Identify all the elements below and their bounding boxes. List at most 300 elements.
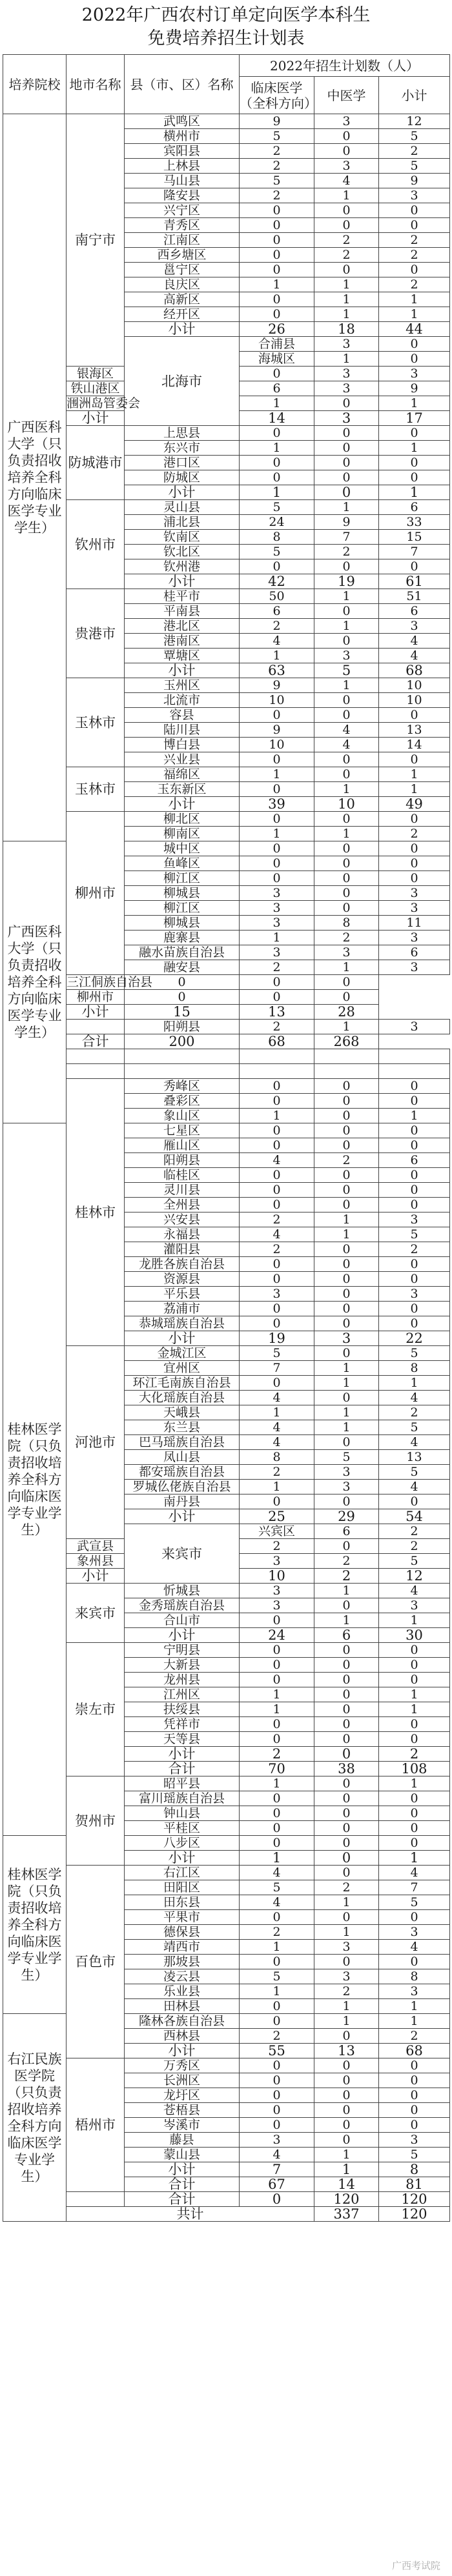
clinical-count-cell: 10 [240,1569,314,1584]
clinical-count-cell: 0 [240,708,314,723]
clinical-count-cell: 0 [125,975,240,990]
clinical-count-cell: 5 [240,129,314,144]
subtotal-count-cell: 0 [379,1821,450,1836]
subtotal-count-cell: 0 [379,1673,450,1687]
tcm-count-cell: 0 [314,812,379,827]
county-cell: 巴马瑶族自治县 [125,1435,240,1450]
county-cell: 小计 [125,1628,240,1643]
clinical-count-cell: 0 [240,856,314,871]
tcm-count-cell: 3 [314,1969,379,1984]
clinical-count-cell: 9 [240,723,314,738]
subtotal-count-cell: 0 [379,456,450,470]
clinical-count-cell: 0 [240,1732,314,1747]
city-name-cell: 柳州市 [67,812,125,975]
city-name-cell: 来宾市 [67,1584,125,1643]
subtotal-count-cell: 0 [379,1272,450,1287]
county-cell: 藤县 [125,2133,240,2148]
subtotal-count-cell: 1 [379,782,450,797]
clinical-count-cell: 0 [240,841,314,856]
clinical-count-cell: 0 [240,1376,314,1391]
city-name-cell: 玉林市 [67,767,125,812]
tcm-count-cell: 2 [314,1984,379,1999]
county-cell: 天峨县 [125,1405,240,1420]
subtotal-count-cell: 0 [379,812,450,827]
tcm-count-cell: 0 [314,1123,379,1138]
clinical-count-cell: 0 [240,203,314,218]
clinical-count-cell: 4 [240,634,314,649]
tcm-count-cell: 0 [314,1242,379,1257]
subtotal-count-cell: 2 [379,144,450,159]
tcm-count-cell: 0 [314,2133,379,2148]
clinical-count-cell: 0 [240,248,314,263]
county-cell: 全州县 [125,1198,240,1213]
subtotal-count-cell: 4 [379,649,450,663]
city-name-cell [67,1020,125,1034]
tcm-count-cell: 0 [379,337,450,352]
county-cell: 小计 [125,663,240,678]
clinical-count-cell: 2 [240,1465,314,1480]
subtotal-count-cell: 28 [314,1005,379,1020]
subtotal-count-cell: 0 [379,2058,450,2073]
clinical-count-cell: 7 [240,2162,314,2177]
subtotal-count-cell: 5 [379,1227,450,1242]
tcm-count-cell: 0 [314,456,379,470]
county-cell: 港北区 [125,619,240,634]
county-cell: 江州区 [125,1687,240,1702]
tcm-count-cell: 0 [314,1316,379,1331]
document-title [0,0,452,50]
clinical-count-cell: 0 [240,812,314,827]
clinical-count-cell: 0 [240,1821,314,1836]
subtotal-count-cell: 0 [379,708,450,723]
county-cell [125,1064,240,1079]
county-cell: 东兴市 [125,441,240,456]
county-cell: 大新县 [125,1658,240,1673]
clinical-count-cell: 1 [240,396,314,411]
subtotal-count-cell: 15 [379,530,450,545]
county-cell: 荔浦市 [125,1302,240,1316]
county-cell: 南丹县 [125,1494,240,1509]
city-name-cell: 南宁市 [67,114,125,367]
tcm-count-cell: 0 [314,470,379,485]
clinical-count-cell: 0 [240,456,314,470]
table-row [3,1776,450,1791]
county-cell: 永福县 [125,1227,240,1242]
tcm-count-cell: 1 [314,2162,379,2177]
county-cell: 博白县 [125,738,240,752]
clinical-count-cell: 15 [125,1005,240,1020]
clinical-count-cell: 0 [240,263,314,277]
clinical-count-cell: 3 [240,886,314,901]
county-cell: 港口区 [125,456,240,470]
school-name-cell: 右江民族医学院（只负责招收培养全科方向临床医学专业学生） [3,2014,67,2222]
subtotal-count-cell: 0 [379,470,450,485]
clinical-count-cell: 0 [240,1257,314,1272]
tcm-count-cell: 14 [314,2177,379,2192]
table-row [3,1049,450,1064]
school-name-cell: 桂林医学院（只负责招收培养全科方向临床医学专业学生） [3,1123,67,1836]
clinical-count-cell: 6 [240,381,314,396]
county-cell: 武宣县 [67,1539,125,1554]
subtotal-count-cell: 1 [379,1613,450,1628]
tcm-count-cell: 13 [240,1005,314,1020]
clinical-count-cell: 1 [240,485,314,500]
subtotal-count-cell: 0 [379,856,450,871]
subtotal-count-cell: 0 [379,1198,450,1213]
tcm-count-cell: 1 [314,1361,379,1376]
clinical-count-cell: 3 [240,901,314,916]
tcm-count-cell: 1 [314,1999,379,2014]
grand-total-label: 共计 [67,2207,314,2222]
tcm-count-cell: 0 [314,871,379,886]
tcm-count-cell: 2 [314,1569,379,1584]
clinical-count-cell: 1 [240,1687,314,1702]
subtotal-count-cell: 6 [379,604,450,619]
tcm-count-cell: 1 [314,188,379,203]
county-cell: 城中区 [125,841,240,856]
county-cell: 防城区 [125,470,240,485]
clinical-count-cell: 3 [240,1554,314,1569]
county-cell: 象山区 [125,1109,240,1123]
county-cell [125,1049,240,1064]
city-name-cell: 钦州市 [67,500,125,589]
tcm-count-cell: 0 [314,426,379,441]
county-cell: 良庆区 [125,277,240,292]
city-name-cell: 贵港市 [67,589,125,678]
table-row [3,114,450,129]
clinical-count-cell: 0 [240,1955,314,1969]
county-cell: 柳城县 [125,916,240,931]
tcm-count-cell: 0 [314,1346,379,1361]
clinical-count-cell: 0 [240,2103,314,2118]
subtotal-count-cell: 1 [379,292,450,307]
subtotal-count-cell: 0 [379,2088,450,2103]
tcm-count-cell: 3 [314,411,379,426]
tcm-count-cell: 2 [314,1153,379,1168]
tcm-count-cell: 0 [314,1539,379,1554]
clinical-count-cell: 0 [240,2014,314,2029]
county-cell: 柳城县 [125,886,240,901]
county-cell: 蒙山县 [125,2148,240,2162]
county-cell: 都安瑶族自治县 [125,1465,240,1480]
county-cell: 扶绥县 [125,1702,240,1717]
subtotal-count-cell: 0 [379,559,450,574]
subtotal-count-cell: 68 [379,2044,450,2058]
tcm-count-cell: 0 [314,1673,379,1687]
clinical-count-cell: 5 [240,1880,314,1895]
tcm-count-cell: 0 [314,1168,379,1183]
county-cell: 钦北区 [125,545,240,559]
county-cell: 武鸣区 [125,114,240,129]
subtotal-count-cell: 0 [379,1302,450,1316]
clinical-count-cell: 70 [240,1762,314,1776]
tcm-count-cell: 4 [314,723,379,738]
table-row [3,1005,450,1020]
clinical-count-cell: 1 [240,277,314,292]
county-cell: 合计 [67,1034,125,1049]
tcm-count-cell: 10 [314,797,379,812]
subtotal-count-cell: 0 [379,1494,450,1509]
county-cell: 兴宁区 [125,203,240,218]
subtotal-count-cell: 0 [379,1183,450,1198]
subtotal-count-cell: 0 [314,990,379,1005]
county-cell: 七星区 [125,1123,240,1138]
tcm-count-cell: 1 [314,2148,379,2162]
grand-total-clinical: 337 [314,2207,379,2222]
county-cell: 合山市 [125,1613,240,1628]
clinical-count-cell: 0 [240,2118,314,2133]
clinical-count-cell: 2 [240,619,314,634]
clinical-count-cell: 0 [240,470,314,485]
tcm-count-cell: 1 [314,827,379,841]
subtotal-count-cell: 120 [379,2192,450,2207]
county-cell: 田阳区 [125,1880,240,1895]
subtotal-count-cell: 268 [314,1034,379,1049]
tcm-count-cell: 0 [314,604,379,619]
subtotal-count-cell: 5 [379,1465,450,1480]
county-cell: 港南区 [125,634,240,649]
subtotal-count-cell: 108 [379,1762,450,1776]
tcm-count-cell: 0 [314,2088,379,2103]
table-row [3,2192,450,2207]
tcm-count-cell: 4 [314,738,379,752]
clinical-count-cell: 5 [240,1346,314,1361]
county-cell: 福绵区 [125,767,240,782]
county-cell: 小计 [125,574,240,589]
subtotal-count-cell: 2 [379,1539,450,1554]
tcm-count-cell: 3 [314,367,379,381]
subtotal-count-cell: 17 [379,411,450,426]
subtotal-count-cell: 2 [379,1747,450,1762]
county-cell: 金城江区 [125,1346,240,1361]
subtotal-count-cell: 2 [379,248,450,263]
subtotal-count-cell: 0 [379,263,450,277]
tcm-count-cell: 0 [314,1287,379,1302]
subtotal-count-cell: 9 [379,174,450,188]
county-cell: 秀峰区 [125,1079,240,1094]
subtotal-count-cell: 4 [379,1435,450,1450]
tcm-count-cell: 0 [314,203,379,218]
tcm-count-cell: 1 [314,1020,379,1034]
county-cell: 三江侗族自治县 [67,975,153,989]
subtotal-count-cell: 8 [379,2162,450,2177]
clinical-count-cell: 3 [314,337,379,352]
county-cell: 龙圩区 [125,2088,240,2103]
tcm-count-cell: 0 [379,352,450,367]
county-cell: 田东县 [125,1895,240,1910]
subtotal-count-cell: 33 [379,515,450,530]
clinical-count-cell: 0 [240,1094,314,1109]
tcm-count-cell: 0 [314,1747,379,1762]
watermark: 广西考试院 [391,2560,440,2571]
county-cell: 乐业县 [125,1984,240,1999]
header-school: 培养院校 [3,55,67,114]
tcm-count-cell: 0 [314,1732,379,1747]
subtotal-count-cell: 2 [379,233,450,248]
clinical-count-cell: 8 [240,1450,314,1465]
clinical-count-cell: 1 [240,1984,314,1999]
county-cell: 平乐县 [125,1287,240,1302]
tcm-count-cell: 1 [314,1376,379,1391]
county-cell: 罗城仫佬族自治县 [125,1480,240,1494]
tcm-count-cell: 0 [314,263,379,277]
clinical-count-cell: 0 [240,2073,314,2088]
school-name-cell: 广西医科大学（只负责招收培养全科方向临床医学专业学生） [3,114,67,841]
clinical-count-cell: 5 [240,174,314,188]
subtotal-count-cell: 13 [379,1450,450,1465]
clinical-count-cell: 10 [240,693,314,708]
county-cell: 宁明县 [125,1643,240,1658]
tcm-count-cell: 6 [314,1628,379,1643]
county-cell: 银海区 [67,367,125,381]
county-cell: 田林县 [125,1999,240,2014]
subtotal-count-cell: 3 [379,1020,450,1034]
clinical-count-cell: 7 [240,1361,314,1376]
tcm-count-cell: 0 [314,485,379,500]
clinical-count-cell: 2 [240,1925,314,1940]
title-line-1: 2022年广西农村订单定向医学本科生 [81,5,371,25]
subtotal-count-cell: 81 [379,2177,450,2192]
tcm-count-cell: 0 [314,634,379,649]
city-name-cell [67,1064,125,1079]
tcm-count-cell: 0 [314,129,379,144]
grand-total-tcm: 120 [379,2207,450,2222]
county-cell: 柳江区 [125,901,240,916]
tcm-count-cell: 0 [314,1687,379,1702]
tcm-count-cell: 0 [314,1866,379,1880]
clinical-count-cell: 8 [240,530,314,545]
county-cell: 铁山港区 [67,381,125,396]
subtotal-count-cell: 51 [379,589,450,604]
subtotal-count-cell: 3 [379,886,450,901]
tcm-count-cell: 0 [314,1079,379,1094]
tcm-count-cell: 2 [314,1554,379,1569]
tcm-count-cell: 0 [314,1776,379,1791]
clinical-count-cell: 0 [125,990,240,1005]
county-cell: 柳北区 [125,812,240,827]
clinical-count-cell: 2 [240,1242,314,1257]
clinical-count-cell: 1 [240,1851,314,1866]
clinical-count-cell: 0 [240,1316,314,1331]
county-cell: 小计 [67,411,125,426]
tcm-count-cell: 3 [314,1480,379,1494]
tcm-count-cell: 1 [314,2014,379,2029]
clinical-count-cell: 24 [240,1628,314,1643]
subtotal-count-cell: 3 [379,1598,450,1613]
city-name-cell: 北海市 [125,337,240,426]
clinical-count-cell: 0 [240,1836,314,1851]
tcm-count-cell: 2 [379,1524,450,1539]
clinical-count-cell: 1 [240,1776,314,1791]
tcm-count-cell: 3 [314,114,379,129]
tcm-count-cell: 1 [314,1895,379,1910]
tcm-count-cell: 0 [314,1836,379,1851]
tcm-count-cell: 1 [314,292,379,307]
tcm-count-cell: 2 [314,1880,379,1895]
county-cell: 陆川县 [125,723,240,738]
clinical-count-cell: 2 [240,188,314,203]
subtotal-count-cell: 4 [379,634,450,649]
table-row [3,589,450,604]
header-clinical: 临床医学（全科方向） [240,77,314,114]
county-cell: 隆安县 [125,188,240,203]
subtotal-count-cell: 3 [379,367,450,381]
county-cell: 灌阳县 [125,1242,240,1257]
tcm-count-cell: 0 [314,1257,379,1272]
clinical-count-cell: 63 [240,663,314,678]
city-name-cell: 梧州市 [67,2058,125,2192]
county-cell: 融水苗族自治县 [125,945,240,960]
subtotal-count-cell: 1 [379,1776,450,1791]
header-city: 地市名称 [67,55,125,114]
tcm-count-cell: 0 [314,1910,379,1925]
tcm-count-cell: 0 [314,901,379,916]
clinical-count-cell: 4 [240,1895,314,1910]
tcm-count-cell: 0 [314,2073,379,2088]
subtotal-count-cell: 13 [379,723,450,738]
tcm-count-cell: 0 [314,841,379,856]
clinical-count-cell: 0 [240,1806,314,1821]
county-cell: 钦州港 [125,559,240,574]
clinical-count-cell: 1 [314,352,379,367]
clinical-count-cell: 9 [240,114,314,129]
county-cell: 玉州区 [125,678,240,693]
clinical-count-cell: 2 [240,144,314,159]
clinical-count-cell: 0 [240,1717,314,1732]
clinical-count-cell: 55 [240,2044,314,2058]
tcm-count-cell: 1 [314,277,379,292]
subtotal-count-cell: 10 [379,678,450,693]
clinical-count-cell: 2 [240,1020,314,1034]
subtotal-count-cell: 1 [379,2014,450,2029]
subtotal-count-cell: 0 [379,1257,450,1272]
clinical-count-cell: 2 [240,2029,314,2044]
tcm-count-cell: 0 [240,990,314,1005]
table-row [3,1584,450,1598]
subtotal-count-cell: 0 [379,1658,450,1673]
clinical-count-cell: 4 [240,1391,314,1405]
clinical-count-cell: 1 [240,1702,314,1717]
clinical-count-cell: 50 [240,589,314,604]
title-line-2: 免费培养招生计划表 [147,28,305,48]
county-cell: 柳州市 [67,990,125,1005]
tcm-count-cell: 0 [314,2118,379,2133]
county-cell: 万秀区 [125,2058,240,2073]
clinical-count-cell: 0 [240,1079,314,1094]
clinical-count-cell: 25 [240,1509,314,1524]
subtotal-count-cell: 0 [379,1732,450,1747]
county-cell: 合浦县 [240,337,314,352]
county-cell: 阳朔县 [125,1020,240,1034]
subtotal-count-cell: 0 [379,1643,450,1658]
clinical-count-cell: 4 [240,1435,314,1450]
subtotal-count-cell: 2 [379,1405,450,1420]
county-cell: 环江毛南族自治县 [125,1376,240,1391]
header-subtotal: 小计 [379,77,450,114]
subtotal-count-cell: 5 [379,1895,450,1910]
table-row [3,678,450,693]
county-cell: 兴安县 [125,1213,240,1227]
city-name-cell [67,2192,125,2207]
subtotal-count-cell: 5 [379,2148,450,2162]
subtotal-count-cell: 0 [379,1168,450,1183]
tcm-count-cell: 0 [314,1435,379,1450]
county-cell: 小计 [125,1747,240,1762]
tcm-count-cell: 3 [314,1465,379,1480]
clinical-count-cell: 2 [240,159,314,174]
county-cell: 凌云县 [125,1969,240,1984]
tcm-count-cell: 1 [314,619,379,634]
